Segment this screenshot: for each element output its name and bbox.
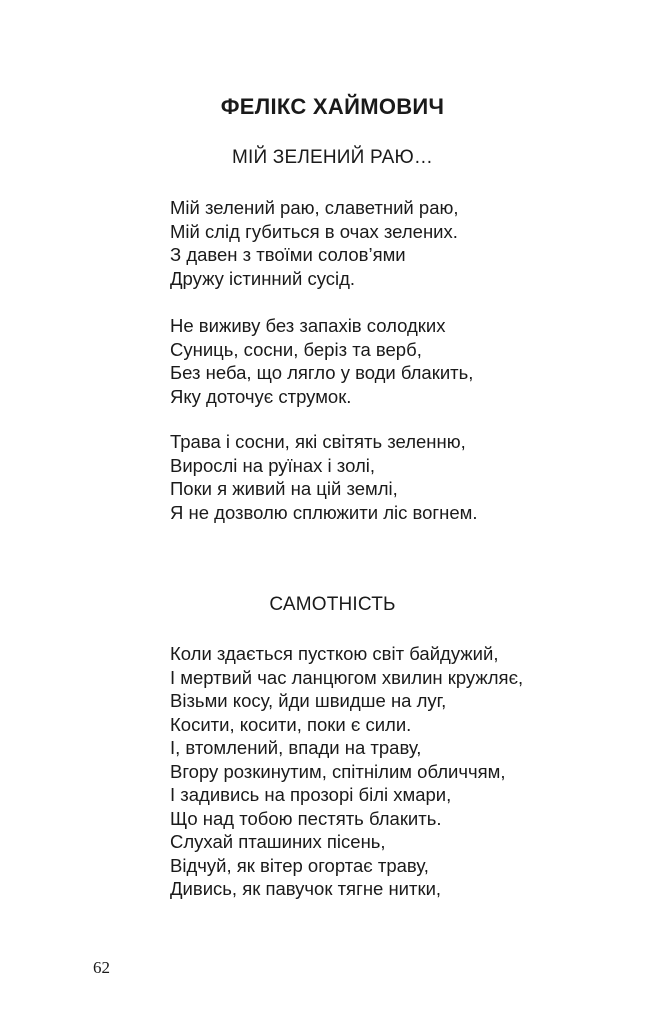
poem-line: Яку доточує струмок. [170, 385, 352, 407]
poem-line: Коли здається пусткою світ байдужий, [170, 643, 499, 664]
poem-line: Не виживу без запахів солодких [170, 315, 446, 336]
poem-stanza [170, 642, 590, 901]
poem-line: Слухай пташиних пісень, [170, 831, 386, 852]
poem-line: Дивись, як павучок тягне нитки, [170, 878, 442, 899]
poem-stanza [170, 314, 590, 408]
poem-title: САМОТНІСТЬ [269, 594, 396, 615]
poem-stanza [170, 196, 590, 290]
poem-line: Косити, косити, поки є сили. [170, 713, 412, 735]
poem-line: Суниць, сосни, беріз та верб, [170, 338, 422, 360]
poem-line: І, втомлений, впади на траву, [170, 737, 422, 758]
author-name: ФЕЛІКС ХАЙМОВИЧ [220, 94, 445, 119]
poem-line: Я не дозволю сплюжити ліс вогнем. [170, 501, 478, 523]
poem-line: Без неба, що лягло у води блакить, [170, 362, 474, 383]
poem-line: Відчуй, як вітер огортає траву, [170, 854, 429, 876]
poem-stanza [170, 430, 590, 524]
page-number: 62 [93, 958, 110, 977]
poem-line: Візьми косу, йди швидше на луг, [170, 690, 447, 711]
poem-line: І задивись на прозорі білі хмари, [170, 784, 452, 805]
poem-line: Трава і сосни, які світять зеленню, [170, 431, 466, 452]
poem-line: Вирослі на руїнах і золі, [170, 454, 376, 476]
poem-title: МІЙ ЗЕЛЕНИЙ РАЮ… [231, 147, 434, 168]
poem-line: Вгору розкинутим, спітнілим обличчям, [170, 760, 506, 782]
poem-line: Що над тобою пестять блакить. [170, 807, 442, 829]
poem-line: Мій зелений раю, славетний раю, [170, 197, 459, 218]
poem-line: І мертвий час ланцюгом хвилин кружляє, [170, 666, 524, 688]
poem-line: Дружу істинний сусід. [170, 267, 356, 289]
poem-line: Поки я живий на цій землі, [170, 478, 398, 499]
poem-line: Мій слід губиться в очах зелених. [170, 220, 458, 242]
poem-line: З давен з твоїми солов’ями [170, 244, 406, 265]
